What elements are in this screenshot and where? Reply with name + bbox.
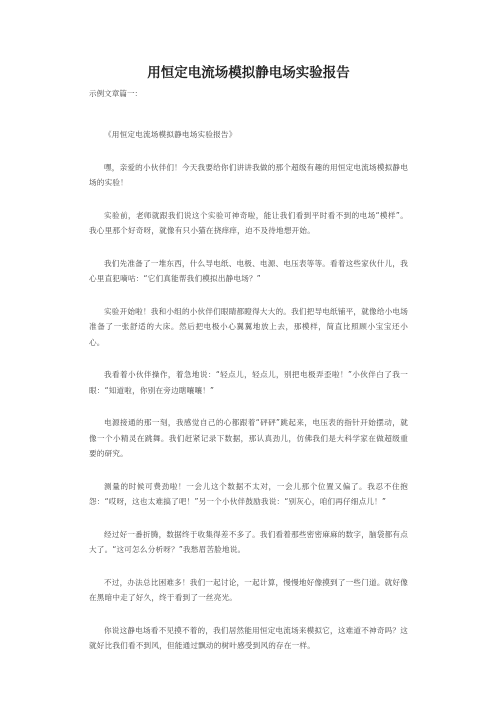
paragraph: 电源接通的那一刻，我感觉自己的心都跟着“砰砰”跳起来，电压表的指针开始摆动，就像一个小精灵在跳舞。我们赶紧记录下数据，那认真劲儿，仿佛我们是大科学家在做超级重要的研究。 (89, 418, 408, 458)
paragraph: 我看着小伙伴操作，着急地说：“轻点儿，轻点儿，别把电极弄歪啦！”小伙伴白了我一眼：“知道啦，你别在旁边瞎嚷嚷！” (89, 370, 408, 395)
document-subtitle: 示例文章篇一： (89, 89, 143, 98)
paragraph: 实验前，老师就跟我们说这个实验可神奇啦，能让我们看到平时看不到的电场“模样”。我心里那个好奇呀，就像有只小猫在挠痒痒，迫不及待地想开始。 (89, 210, 408, 235)
paragraph: 经过好一番折腾，数据终于收集得差不多了。我们看着那些密密麻麻的数字，脑袋都有点大了。“这可怎么分析呀？”我愁眉苦脸地说。 (89, 529, 408, 554)
paragraph: 嘿，亲爱的小伙伴们！今天我要给你们讲讲我做的那个超级有趣的用恒定电流场模拟静电场的实验！ (89, 162, 408, 187)
paragraph: 我们先准备了一堆东西，什么导电纸、电极、电源、电压表等等。看着这些家伙什儿，我心里直犯嘀咕：“它们真能帮我们模拟出静电场？” (89, 258, 408, 283)
paragraph: 实验开始啦！我和小组的小伙伴们眼睛都瞪得大大的。我们把导电纸铺平，就像给小电场准备了一张舒适的大床。然后把电极小心翼翼地放上去，那模样，简直比照顾小宝宝还小心。 (89, 306, 408, 347)
article-heading: 《用恒定电流场模拟静电场实验报告》 (104, 130, 237, 139)
paragraph: 不过，办法总比困难多！我们一起讨论，一起计算，慢慢地好像摸到了一些门道。就好像在黑暗中走了好久，终于看到了一丝亮光。 (89, 577, 408, 602)
paragraph: 你说这静电场看不见摸不着的，我们居然能用恒定电流场来模拟它，这难道不神奇吗？这就好比我们看不到风，但能通过飘动的树叶感受到风的存在一样。 (89, 625, 408, 650)
document-title: 用恒定电流场模拟静电场实验报告 (147, 65, 350, 81)
paragraph: 测量的时候可费劲啦！一会儿这个数据不太对，一会儿那个位置又偏了。我忍不住抱怨：“哎呀，这也太难搞了吧！”另一个小伙伴鼓励我说：“别灰心，咱们再仔细点儿！” (89, 481, 408, 506)
